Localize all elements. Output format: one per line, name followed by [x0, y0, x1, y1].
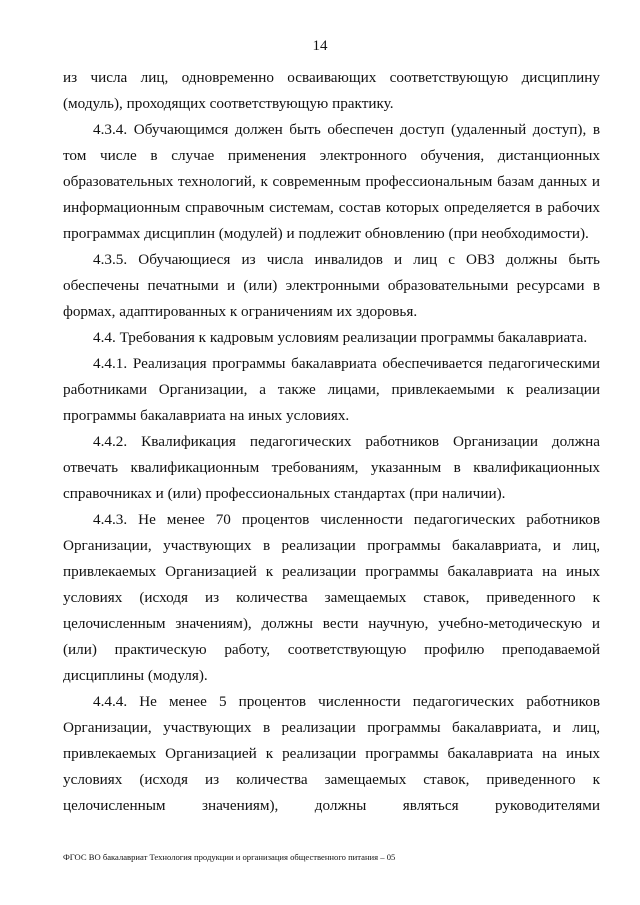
paragraph-4-4-1: 4.4.1. Реализация программы бакалавриата обеспечивается педагогическими работниками Организации, а также лицами, привлекаемыми к реализации программы бакалавриата на иных условиях.: [63, 355, 600, 424]
document-body: [63, 65, 600, 819]
page-number: 14: [312, 38, 328, 54]
paragraph-4-4-2: 4.4.2. Квалификация педагогических работников Организации должна отвечать квалификационным требованиям, указанным в квалификационных справочниках и (или) профессиональных стандартах (при наличии).: [63, 433, 600, 502]
paragraph-4-4: 4.4. Требования к кадровым условиям реализации программы бакалавриата.: [93, 329, 588, 346]
paragraph-4-4-4: 4.4.4. Не менее 5 процентов численности педагогических работников Организации, участвующих в реализации программы бакалавриата, и лиц, привлекаемых Организацией к реализации программы бакалавриата на иных условиях (исходя из количества замещаемых ставок, приведенного к целочисленным значениям), должны являться руководителями: [63, 693, 600, 814]
paragraph-continuation: из числа лиц, одновременно осваивающих соответствующую дисциплину (модуль), проходящих соответствующую практику.: [63, 69, 600, 112]
document-footer: ФГОС ВО бакалавриат Технология продукции и организация общественного питания – 05: [63, 852, 396, 862]
paragraph-4-3-4: 4.3.4. Обучающимся должен быть обеспечен доступ (удаленный доступ), в том числе в случае применения электронного обучения, дистанционных образовательных технологий, к современным профессиональным базам данных и информационным справочным системам, состав которых определяется в рабочих программах дисциплин (модулей) и подлежит обновлению (при необходимости).: [63, 121, 600, 242]
paragraph-4-4-3: 4.4.3. Не менее 70 процентов численности педагогических работников Организации, участвующих в реализации программы бакалавриата, и лиц, привлекаемых Организацией к реализации программы бакалавриата на иных условиях (исходя из количества замещаемых ставок, приведенного к целочисленным значениям), должны вести научную, учебно-методическую и (или) практическую работу, соответствующую профилю преподаваемой дисциплины (модуля).: [63, 511, 600, 684]
paragraph-4-3-5: 4.3.5. Обучающиеся из числа инвалидов и лиц с ОВЗ должны быть обеспечены печатными и (или) электронными образовательными ресурсами в формах, адаптированных к ограничениям их здоровья.: [63, 251, 600, 320]
